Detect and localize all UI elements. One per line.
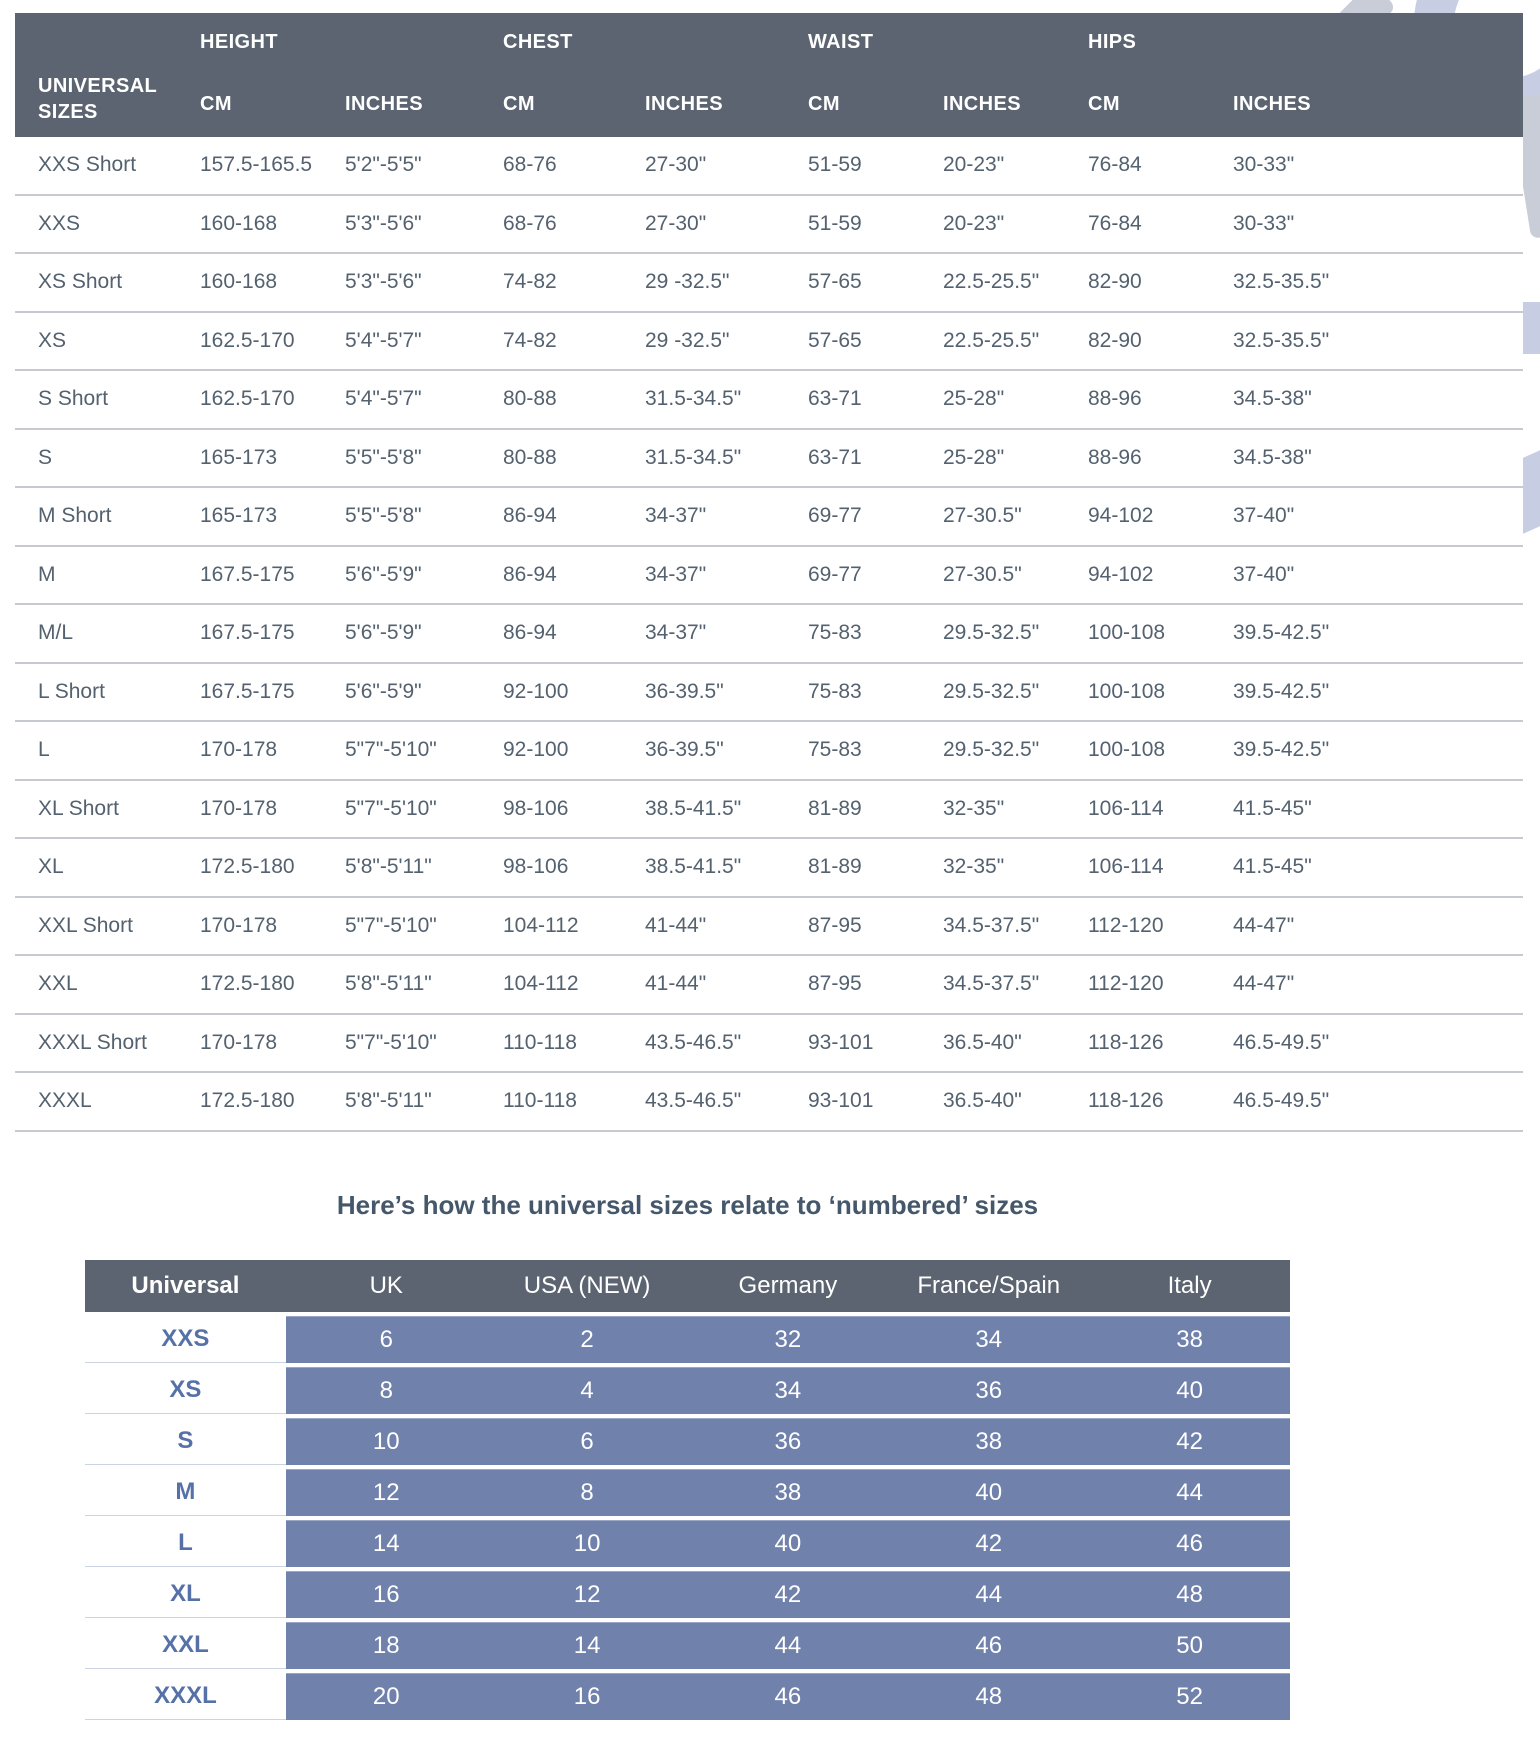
size-cell: 167.5-175 [200, 679, 295, 703]
size-cell: 38.5-41.5" [645, 796, 742, 820]
size-table-row [15, 1015, 1523, 1074]
size-cell: 68-76 [503, 211, 557, 235]
size-cell: 41-44" [645, 972, 707, 996]
size-table-row [15, 1073, 1523, 1132]
group-header-height: HEIGHT [200, 30, 278, 53]
size-cell: 98-106 [503, 796, 569, 820]
size-table-row [15, 781, 1523, 840]
conversion-cell: 40 [888, 1469, 1089, 1516]
size-cell: 5"7"-5'10" [345, 913, 437, 937]
size-row-label: L Short [38, 679, 105, 703]
conversion-cell: 42 [1089, 1418, 1290, 1465]
unit-header-cm: CM [200, 92, 232, 115]
size-cell: 86-94 [503, 504, 557, 528]
size-cell: 36-39.5" [645, 679, 724, 703]
conversion-cell: 12 [487, 1571, 688, 1618]
conversion-size-label: XXS [85, 1316, 286, 1363]
conversion-cell: 12 [286, 1469, 487, 1516]
size-cell: 22.5-25.5" [943, 270, 1040, 294]
size-row-label: M/L [38, 621, 74, 645]
unit-header-cm: CM [503, 92, 535, 115]
size-cell: 27-30" [645, 211, 707, 235]
size-cell: 88-96 [1088, 445, 1142, 469]
size-cell: 25-28" [943, 445, 1005, 469]
conversion-cell: 14 [487, 1622, 688, 1669]
size-cell: 34-37" [645, 562, 707, 586]
conversion-cell: 16 [286, 1571, 487, 1618]
conversion-size-label: XXXL [85, 1673, 286, 1720]
size-cell: 5'6"-5'9" [345, 679, 422, 703]
size-cell: 82-90 [1088, 328, 1142, 352]
size-cell: 41.5-45" [1233, 855, 1312, 879]
size-cell: 160-168 [200, 211, 278, 235]
size-row-label: XXL [38, 972, 78, 996]
conversion-cell: 38 [687, 1469, 888, 1516]
size-cell: 100-108 [1088, 621, 1166, 645]
conversion-table [85, 1260, 1290, 1724]
size-cell: 5'3"-5'6" [345, 270, 422, 294]
size-cell: 110-118 [503, 1030, 577, 1054]
size-cell: 92-100 [503, 738, 569, 762]
conversion-cell: 6 [286, 1316, 487, 1363]
size-cell: 30-33" [1233, 153, 1295, 177]
size-cell: 5'8"-5'11" [345, 972, 432, 996]
size-table-row [15, 488, 1523, 547]
size-cell: 25-28" [943, 387, 1005, 411]
size-cell: 5'2"-5'5" [345, 153, 422, 177]
size-cell: 100-108 [1088, 738, 1166, 762]
size-table-row [15, 839, 1523, 898]
size-cell: 92-100 [503, 679, 569, 703]
size-cell: 88-96 [1088, 387, 1142, 411]
size-cell: 162.5-170 [200, 328, 295, 352]
size-cell: 5'6"-5'9" [345, 562, 422, 586]
size-cell: 170-178 [200, 796, 278, 820]
size-cell: 39.5-42.5" [1233, 738, 1330, 762]
unit-header-inches: INCHES [1233, 92, 1311, 115]
conversion-cell: 8 [487, 1469, 688, 1516]
size-cell: 74-82 [503, 328, 557, 352]
size-cell: 69-77 [808, 504, 862, 528]
size-cell: 162.5-170 [200, 387, 295, 411]
size-table-row [15, 722, 1523, 781]
size-cell: 106-114 [1088, 796, 1164, 820]
conversion-cell: 2 [487, 1316, 688, 1363]
conversion-cell: 14 [286, 1520, 487, 1567]
conversion-cell: 48 [1089, 1571, 1290, 1618]
size-cell: 38.5-41.5" [645, 855, 742, 879]
size-table-row [15, 956, 1523, 1015]
size-cell: 86-94 [503, 621, 557, 645]
size-cell: 57-65 [808, 270, 862, 294]
conversion-column-header: UK [369, 1272, 403, 1299]
unit-header-cm: CM [808, 92, 840, 115]
size-cell: 29.5-32.5" [943, 621, 1040, 645]
conversion-cell: 18 [286, 1622, 487, 1669]
size-row-label: XL Short [38, 796, 119, 820]
size-table-corner-label: UNIVERSAL SIZES [38, 75, 157, 123]
unit-header-cm: CM [1088, 92, 1120, 115]
size-cell: 46.5-49.5" [1233, 1089, 1330, 1113]
size-cell: 76-84 [1088, 211, 1142, 235]
conversion-cell: 46 [888, 1622, 1089, 1669]
size-cell: 87-95 [808, 972, 862, 996]
unit-header-inches: INCHES [645, 92, 723, 115]
size-cell: 36-39.5" [645, 738, 724, 762]
size-cell: 104-112 [503, 913, 579, 937]
size-cell: 74-82 [503, 270, 557, 294]
section-title: Here’s how the universal sizes relate to ‘numbered’ sizes [336, 1190, 1039, 1220]
size-table-row [15, 430, 1523, 489]
size-cell: 170-178 [200, 1030, 278, 1054]
size-cell: 170-178 [200, 913, 278, 937]
conversion-table-row [85, 1367, 1290, 1414]
size-cell: 76-84 [1088, 153, 1142, 177]
conversion-column-header: USA (NEW) [523, 1272, 651, 1299]
size-table-header [15, 13, 1523, 137]
conversion-table-row [85, 1418, 1290, 1465]
size-cell: 157.5-165.5 [200, 153, 313, 177]
size-table-row [15, 137, 1523, 196]
size-cell: 5"7"-5'10" [345, 738, 437, 762]
conversion-column-header: France/Spain [917, 1272, 1061, 1299]
size-cell: 81-89 [808, 855, 862, 879]
conversion-cell: 42 [888, 1520, 1089, 1567]
size-cell: 170-178 [200, 738, 278, 762]
size-cell: 34.5-37.5" [943, 972, 1040, 996]
size-row-label: XXS [38, 211, 81, 235]
size-table-row [15, 547, 1523, 606]
size-cell: 5'4"-5'7" [345, 328, 422, 352]
size-row-label: XXL Short [38, 913, 133, 937]
size-cell: 75-83 [808, 738, 862, 762]
size-cell: 43.5-46.5" [645, 1089, 742, 1113]
conversion-table-row [85, 1571, 1290, 1618]
group-header-waist: WAIST [808, 30, 874, 53]
conversion-cell: 38 [1089, 1316, 1290, 1363]
group-header-chest: CHEST [503, 30, 573, 53]
size-cell: 27-30" [645, 153, 707, 177]
conversion-table-row [85, 1520, 1290, 1567]
size-cell: 5"7"-5'10" [345, 796, 437, 820]
size-table-row [15, 313, 1523, 372]
size-row-label: XL [38, 855, 64, 879]
size-table-row [15, 605, 1523, 664]
size-table-row [15, 898, 1523, 957]
size-cell: 81-89 [808, 796, 862, 820]
size-cell: 68-76 [503, 153, 557, 177]
size-cell: 106-114 [1088, 855, 1164, 879]
conversion-cell: 10 [487, 1520, 688, 1567]
conversion-size-label: XS [85, 1367, 286, 1414]
conversion-column-header: Italy [1167, 1272, 1212, 1299]
size-cell: 31.5-34.5" [645, 387, 742, 411]
size-row-label: S [38, 445, 53, 469]
watermark-shape [1520, 302, 1540, 354]
size-table-row [15, 254, 1523, 313]
size-cell: 34.5-38" [1233, 387, 1312, 411]
size-cell: 100-108 [1088, 679, 1166, 703]
conversion-table-row [85, 1673, 1290, 1720]
conversion-cell: 48 [888, 1673, 1089, 1720]
size-cell: 22.5-25.5" [943, 328, 1040, 352]
size-cell: 30-33" [1233, 211, 1295, 235]
size-row-label: M [38, 562, 56, 586]
size-cell: 165-173 [200, 504, 278, 528]
conversion-cell: 50 [1089, 1622, 1290, 1669]
conversion-cell: 4 [487, 1367, 688, 1414]
conversion-table-row [85, 1316, 1290, 1363]
size-cell: 5'8"-5'11" [345, 855, 432, 879]
size-row-label: XXS Short [38, 153, 137, 177]
size-cell: 41-44" [645, 913, 707, 937]
size-cell: 43.5-46.5" [645, 1030, 742, 1054]
size-row-label: XS Short [38, 270, 123, 294]
size-cell: 32.5-35.5" [1233, 270, 1330, 294]
conversion-cell: 10 [286, 1418, 487, 1465]
size-cell: 36.5-40" [943, 1030, 1022, 1054]
conversion-column-header: Universal [131, 1272, 240, 1299]
size-cell: 165-173 [200, 445, 278, 469]
size-cell: 5"7"-5'10" [345, 1030, 437, 1054]
size-cell: 27-30.5" [943, 562, 1022, 586]
conversion-cell: 36 [888, 1367, 1089, 1414]
group-header-hips: HIPS [1088, 30, 1137, 53]
conversion-cell: 34 [687, 1367, 888, 1414]
size-cell: 172.5-180 [200, 855, 295, 879]
unit-header-inches: INCHES [345, 92, 423, 115]
size-cell: 87-95 [808, 913, 862, 937]
size-cell: 112-120 [1088, 972, 1164, 996]
size-cell: 51-59 [808, 153, 862, 177]
conversion-size-label: L [85, 1520, 286, 1567]
size-cell: 5'4"-5'7" [345, 387, 422, 411]
size-cell: 31.5-34.5" [645, 445, 742, 469]
size-cell: 93-101 [808, 1089, 874, 1113]
conversion-column-header: Germany [738, 1272, 838, 1299]
conversion-cell: 6 [487, 1418, 688, 1465]
conversion-cell: 40 [1089, 1367, 1290, 1414]
size-cell: 29 -32.5" [645, 270, 730, 294]
conversion-cell: 40 [687, 1520, 888, 1567]
size-cell: 172.5-180 [200, 1089, 295, 1113]
conversion-cell: 52 [1089, 1673, 1290, 1720]
universal-size-table [15, 13, 1523, 1132]
size-cell: 94-102 [1088, 504, 1154, 528]
size-cell: 29.5-32.5" [943, 679, 1040, 703]
conversion-cell: 46 [687, 1673, 888, 1720]
size-cell: 110-118 [503, 1089, 577, 1113]
conversion-cell: 20 [286, 1673, 487, 1720]
size-cell: 160-168 [200, 270, 278, 294]
conversion-cell: 16 [487, 1673, 688, 1720]
conversion-cell: 42 [687, 1571, 888, 1618]
unit-header-inches: INCHES [943, 92, 1021, 115]
size-row-label: XXXL Short [38, 1030, 147, 1054]
size-cell: 34-37" [645, 621, 707, 645]
size-cell: 44-47" [1233, 913, 1295, 937]
conversion-cell: 44 [1089, 1469, 1290, 1516]
size-table-body [15, 137, 1523, 1132]
size-cell: 118-126 [1088, 1089, 1164, 1113]
size-cell: 29.5-32.5" [943, 738, 1040, 762]
size-cell: 86-94 [503, 562, 557, 586]
size-cell: 93-101 [808, 1030, 874, 1054]
size-cell: 27-30.5" [943, 504, 1022, 528]
size-cell: 57-65 [808, 328, 862, 352]
size-cell: 20-23" [943, 211, 1005, 235]
size-cell: 51-59 [808, 211, 862, 235]
size-row-label: S Short [38, 387, 109, 411]
size-cell: 5'8"-5'11" [345, 1089, 432, 1113]
size-cell: 39.5-42.5" [1233, 621, 1330, 645]
conversion-cell: 34 [888, 1316, 1089, 1363]
size-cell: 94-102 [1088, 562, 1154, 586]
conversion-cell: 46 [1089, 1520, 1290, 1567]
size-cell: 37-40" [1233, 504, 1295, 528]
size-cell: 172.5-180 [200, 972, 295, 996]
size-cell: 82-90 [1088, 270, 1142, 294]
size-cell: 32.5-35.5" [1233, 328, 1330, 352]
conversion-table-row [85, 1622, 1290, 1669]
size-cell: 34.5-37.5" [943, 913, 1040, 937]
size-cell: 75-83 [808, 679, 862, 703]
conversion-cell: 36 [687, 1418, 888, 1465]
conversion-size-label: M [85, 1469, 286, 1516]
size-cell: 46.5-49.5" [1233, 1030, 1330, 1054]
conversion-cell: 44 [888, 1571, 1089, 1618]
size-cell: 112-120 [1088, 913, 1164, 937]
size-cell: 69-77 [808, 562, 862, 586]
size-cell: 41.5-45" [1233, 796, 1312, 820]
conversion-cell: 32 [687, 1316, 888, 1363]
size-cell: 98-106 [503, 855, 569, 879]
size-cell: 20-23" [943, 153, 1005, 177]
conversion-size-label: XL [85, 1571, 286, 1618]
conversion-table-row [85, 1469, 1290, 1516]
conversion-size-label: XXL [85, 1622, 286, 1669]
size-cell: 80-88 [503, 445, 557, 469]
size-cell: 32-35" [943, 796, 1005, 820]
size-cell: 39.5-42.5" [1233, 679, 1330, 703]
conversion-cell: 8 [286, 1367, 487, 1414]
size-row-label: XXXL [38, 1089, 92, 1113]
size-table-row [15, 196, 1523, 255]
size-row-label: L [38, 738, 50, 762]
size-table-row [15, 371, 1523, 430]
conversion-table-header [85, 1260, 1290, 1312]
size-cell: 5'5"-5'8" [345, 445, 422, 469]
size-cell: 167.5-175 [200, 562, 295, 586]
size-cell: 63-71 [808, 445, 862, 469]
size-cell: 32-35" [943, 855, 1005, 879]
size-cell: 5'3"-5'6" [345, 211, 422, 235]
size-cell: 63-71 [808, 387, 862, 411]
size-cell: 44-47" [1233, 972, 1295, 996]
size-cell: 34-37" [645, 504, 707, 528]
size-row-label: XS [38, 328, 67, 352]
size-cell: 34.5-38" [1233, 445, 1312, 469]
conversion-cell: 44 [687, 1622, 888, 1669]
size-row-label: M Short [38, 504, 112, 528]
conversion-table-body [85, 1312, 1290, 1720]
size-cell: 37-40" [1233, 562, 1295, 586]
size-table-row [15, 664, 1523, 723]
size-cell: 36.5-40" [943, 1089, 1022, 1113]
size-cell: 29 -32.5" [645, 328, 730, 352]
conversion-cell: 38 [888, 1418, 1089, 1465]
size-cell: 75-83 [808, 621, 862, 645]
size-cell: 5'6"-5'9" [345, 621, 422, 645]
conversion-size-label: S [85, 1418, 286, 1465]
size-cell: 80-88 [503, 387, 557, 411]
size-cell: 167.5-175 [200, 621, 295, 645]
size-cell: 118-126 [1088, 1030, 1164, 1054]
size-cell: 104-112 [503, 972, 579, 996]
size-cell: 5'5"-5'8" [345, 504, 422, 528]
